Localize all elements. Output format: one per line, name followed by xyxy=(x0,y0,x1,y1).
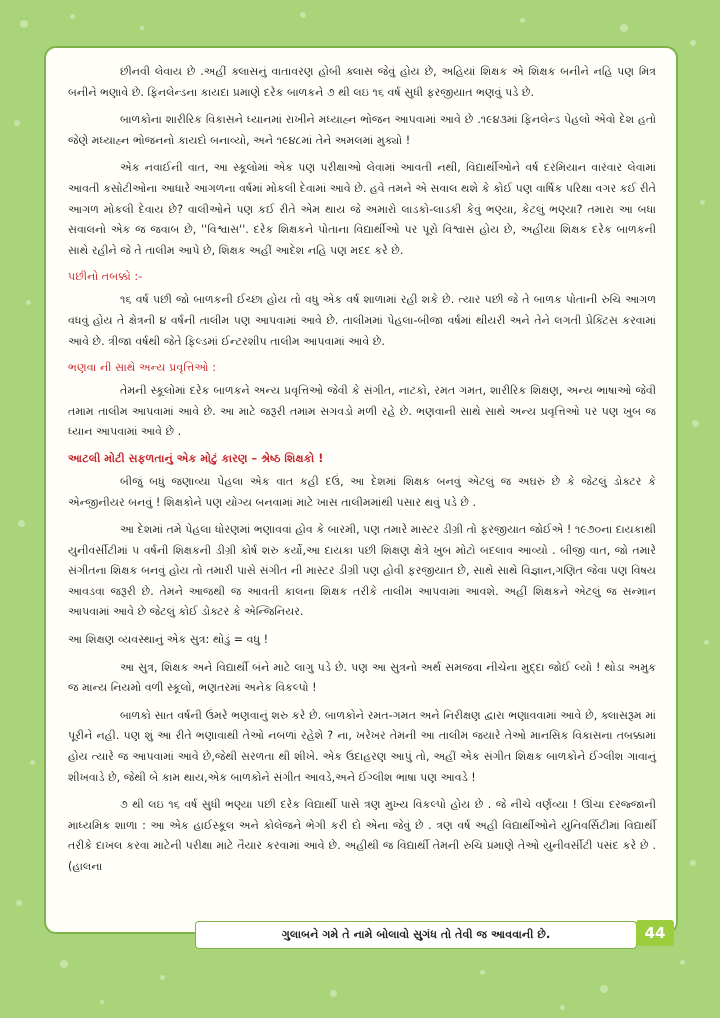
section-heading: ભણવા ની સાથે અન્ય પ્રવૃત્તિઓ : xyxy=(68,361,216,375)
decor-dot xyxy=(16,900,22,906)
footer-quote-text: ગુલાબને ગમે તે નામે બોલાવો સુગંધ તો તેવી જ આવવાની છે. xyxy=(281,928,551,941)
body-paragraph: આ સુત્ર, શિક્ષક અને વિદ્યાર્થી બંને માટે લાગુ પડે છે. પણ આ સુત્રનો અર્થ સમજવા નીચેના મુદ્દા જોઈ લ્યો ! થોડા અમુક જ માન્ય નિયમો વળી સ્કૂલો, ભણતરમાં અનેક વિકલ્પો ! xyxy=(68,660,656,695)
decor-dot xyxy=(620,24,628,32)
decor-dot xyxy=(14,120,20,126)
decor-dot xyxy=(480,970,485,975)
decor-dot xyxy=(600,985,608,993)
decor-dot xyxy=(560,1005,565,1010)
body-paragraph: બાળકો સાત વર્ષની ઉંમરે ભણવાનું શરુ કરે છે. બાળકોને રમત-ગમત અને નિરીક્ષણ દ્વારા ભણાવવામાં આવે છે, ક્લાસરૂમ માં પૂરીને નહી. પણ શું આ રીતે ભણાવાથી તેઓ નબળાં રહેશે ? ના, ખરેખર તેમની આ તાલીમ જયારે તેઓ માનસિક વિકાસના તબક્કામાં હોય ત્યારે જ આપવામાં આવે છે,જેથી સરળતા થી શીખે. એક ઉદાહરણ આપું તો, અહીં એક સંગીત શિક્ષક બાળકોને ઈંગ્લીશ ગાવાનું શીખવાડે છે, જેથી બે કામ થાય,એક બાળકોને સંગીત આવડે,અને ઈંગ્લીશ ભાષા પણ આવડે ! xyxy=(68,708,656,784)
decor-dot xyxy=(690,40,696,46)
decor-dot xyxy=(100,1000,104,1004)
decor-dot xyxy=(26,300,31,305)
body-paragraph: છીનવી લેવાય છે .અહીં ક્લાસનું વાતાવરણ હોબી ક્લાસ જેવું હોય છે, અહિયાં શિક્ષક એ શિક્ષક બનીને નહિ પણ મિત્ર બનીને ભણાવે છે. ફિનલેન્ડના કાયદા પ્રમાણે દરેક બાળકને ૭ થી લઇ ૧૬ વર્ષ સુધી ફરજીયાત ભણવું પડે છે. xyxy=(68,65,656,99)
decor-dot xyxy=(60,960,68,968)
article-body xyxy=(68,62,656,878)
footer-quote xyxy=(195,921,637,949)
decor-dot xyxy=(30,760,35,765)
section-heading: આટલી મોટી સફળતાનું એક મોટું કારણ – શ્રેષ્ઠ શિક્ષકો ! xyxy=(68,451,324,465)
decor-dot xyxy=(520,18,525,23)
decor-dot xyxy=(330,990,337,997)
body-paragraph: આ દેશમાં તમે પેહલા ધોરણમાં ભણાવવાં હોવ કે બારમી, પણ તમારે માસ્ટર ડીગ્રી તો ફરજીયાત જોઈએ ! ૧૯૭૦ના દાયકાથી યુનીવર્સીટીમાં ૫ વર્ષની શિક્ષકની ડીગ્રી કોર્ષ શરુ કર્યો,આ દાયકા પછી શિક્ષણ ક્ષેત્રે ખુબ મોટો બદલાવ આવ્યો . બીજી વાત, જો તમારે સંગીતના શિક્ષક બનવું હોય તો તમારી પાસે સંગીત ની માસ્ટર ડીગ્રી પણ હોવી ફરજીયાત છે, સાથે સાથે વિજ્ઞાન,ગણિત જેવા પણ વિષય આવડવા જરૂરી છે. તેમને આજથી જ આવતી કાલના શિક્ષક તરીકે તાલીમ આપવામાં આવશે. અહીં શિક્ષકને એટલું જ સન્માન આપવામાં આવે છે જેટલું કોઈ ડોક્ટર કે એન્જિનિયર. xyxy=(68,523,656,619)
body-paragraph: આ શિક્ષણ વ્યવસ્થાનું એક સુત્ર: થોડું = વધુ ! xyxy=(68,633,269,647)
body-paragraph: તેમની સ્કૂલોમાં દરેક બાળકને અન્ય પ્રવૃત્તિઓ જેવી કે સંગીત, નાટકો, રમત ગમત, શારીરિક શિક્ષણ, અન્ય ભાષાઓ જેવી તમામ તાલીમ આપવામાં આવે છે. આ માટે જરૂરી તમામ સગવડો મળી રહે છે. ભણવાની સાથે સાથે અન્ય પ્રવૃત્તિઓ પર પણ ખુબ જ ધ્યાન આપવામાં આવે છે . xyxy=(68,384,656,439)
body-paragraph: ૧૬ વર્ષ પછી જો બાળકની ઈચ્છા હોય તો વધુ એક વર્ષ શાળામાં રહી શકે છે. ત્યાર પછી જે તે બાળક પોતાની રુચિ આગળ વધવું હોય તે ક્ષેત્રની ૪ વર્ષની તાલીમ પણ આપવામાં આવે છે. તાલીમમાં પેહલા-બીજા વર્ષમાં થીયરી અને તેને લગતી પ્રેક્ટિસ કરવામાં આવે છે. ત્રીજા વર્ષથી જેતે ફિલ્ડમાં ઈન્ટરશીપ તાલીમ આપવામાં આવે છે. xyxy=(68,293,656,348)
decor-dot xyxy=(20,20,28,28)
page-number: 44 xyxy=(636,920,674,946)
decor-dot xyxy=(690,860,696,866)
body-paragraph: બાળકોના શારીરિક વિકાસને ધ્યાનમાં રાખીને મધ્યાહ્ન ભોજન આપવામાં આવે છે .૧૯૪૩માં ફિનલેન્ડ પેહલો એવો દેશ હતો જેણે મધ્યાહ્ન ભોજનનો કાયદો બનાવ્યો, અને ૧૯૪૮માં તેને અમલમાં મુક્યો ! xyxy=(68,113,656,147)
decor-dot xyxy=(704,640,709,645)
body-paragraph: એક નવાઈની વાત, આ સ્કૂલોમાં એક પણ પરીક્ષાઓ લેવામાં આવતી નથી, વિદ્યાર્થીઓને વર્ષ દરમિયાન વારંવાર લેવામાં આવતી કસોટીઓના આધારે આગળના વર્ષમાં મોકલી દેવામાં આવે છે. હવે તમને એ સવાલ થશે કે કોઈ પણ વાર્ષિક પરિક્ષા વગર કઈ રીતે આગળ મોકલી દેવાય છે? વાલીઓને પણ કઈ રીતે એમ થાય જે અમારો લાડકો-લાડકી કેવું ભણ્યા, કેટલું ભણ્યા? તમારા આ બધા સવાલનો એક જ જવાબ છે, ''વિશ્વાસ''. દરેક શિક્ષકને પોતાના વિદ્યાર્થીઓ પર પૂરો વિશ્વાસ હોય છે, અહીંયા શિક્ષક દરેક બાળકની સાથે રહીને જે તે તાલીમ આપે છે, શિક્ષક અહીં આદેશ નહિ પણ મદદ કરે છે. xyxy=(68,161,656,257)
decor-dot xyxy=(160,975,165,980)
decor-dot xyxy=(18,520,25,527)
body-paragraph: બીજું બધું જણાવ્યા પેહલા એક વાત કહી દઉં, આ દેશમાં શિક્ષક બનવું એટલું જ અઘરું છે કે જેટલું ડોક્ટર કે એન્જીનીયર બનવું ! શિક્ષકોને પણ યોગ્ય બનવામાં માટે ખાસ તાલીમમાંથી પસાર થવું પડે છે . xyxy=(68,474,656,509)
decor-dot xyxy=(680,960,685,965)
article-panel xyxy=(44,46,678,934)
decor-dot xyxy=(70,14,75,19)
decor-dot xyxy=(692,420,699,427)
decor-dot xyxy=(140,26,144,30)
decor-dot xyxy=(700,200,705,205)
section-heading: પછીનો તબક્કો :- xyxy=(68,270,143,284)
body-paragraph: ૭ થી લઇ ૧૬ વર્ષ સુધી ભણ્યા પછી દરેક વિદ્યાર્થી પાસે ત્રણ મુખ્ય વિકલ્પો હોય છે . જે નીચે વર્ણવ્યા ! ઊંચા દરજ્જાની માધ્યમિક શાળા : આ એક હાઈસ્કૂલ અને કોલેજને ભેગી કરી દો એના જેવું છે . ત્રણ વર્ષ અહી વિદ્યાર્થીઓને યુનિવર્સિટીમાં વિદ્યાર્થી તરીકે દાખલ કરવા માટેની પરીક્ષા માટે તૈયાર કરવામાં આવે છે. અહીથી જ વિદ્યાર્થી તેમની રુચિ પ્રમાણે તેઓ યુનીવર્સીટી પસંદ કરે છે .(હાલના xyxy=(68,798,656,873)
decor-dot xyxy=(300,12,306,18)
